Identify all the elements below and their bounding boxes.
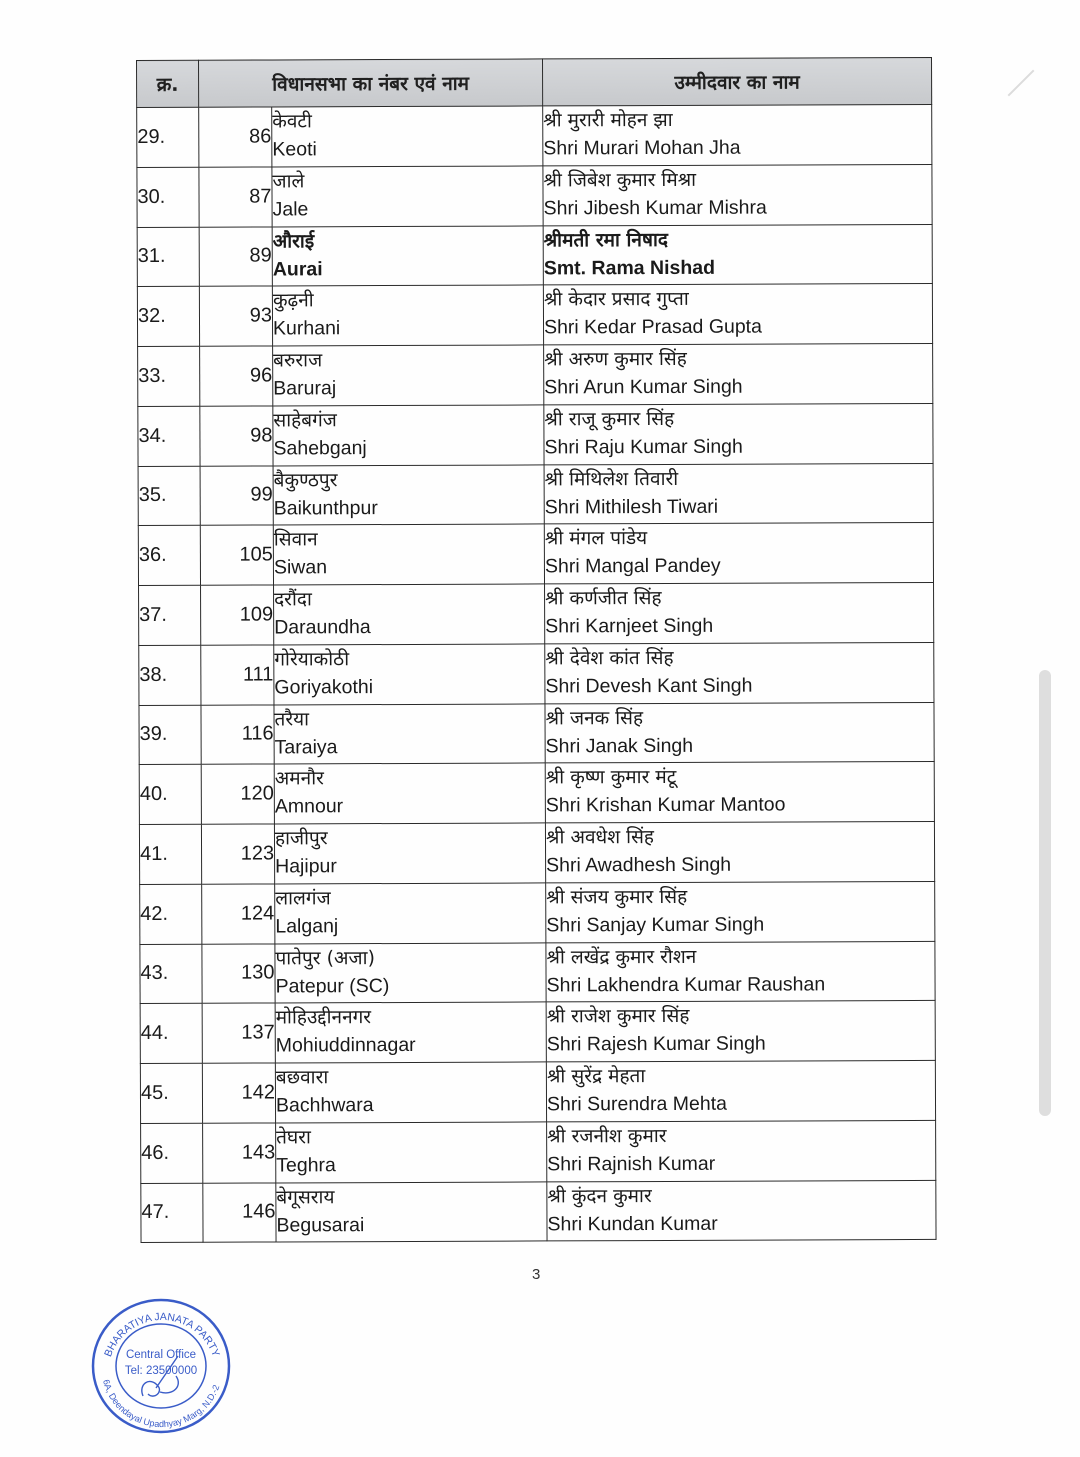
candidate-name xyxy=(544,463,933,524)
constituency-number: 93 xyxy=(199,286,272,346)
candidate-name xyxy=(545,702,934,763)
constituency-name-english: Bachhwara xyxy=(275,1094,374,1117)
serial-cell: 45. xyxy=(140,1063,202,1123)
serial-cell: 33. xyxy=(138,346,200,406)
serial-cell: 37. xyxy=(139,585,201,645)
serial-cell: 44. xyxy=(140,1004,202,1064)
candidate-name-hindi: श्री कर्णजीत सिंह xyxy=(545,586,662,610)
constituency-number: 146 xyxy=(203,1182,276,1242)
serial-cell: 42. xyxy=(140,884,202,944)
serial-cell: 32. xyxy=(137,287,199,347)
candidate-name-hindi: श्री जिबेश कुमार मिश्रा xyxy=(543,168,697,192)
constituency-name-english: Mohiuddinnagar xyxy=(275,1034,416,1057)
serial-cell: 31. xyxy=(137,227,199,287)
stamp-center-line2: Tel: 23500000 xyxy=(124,1365,198,1377)
table-row xyxy=(141,1120,936,1183)
candidate-name-english: Smt. Rama Nishad xyxy=(543,256,716,279)
candidate-name xyxy=(544,523,933,584)
table-row xyxy=(137,284,932,347)
serial-cell: 30. xyxy=(137,167,199,227)
constituency-name xyxy=(275,883,546,944)
candidate-name-english: Shri Kedar Prasad Gupta xyxy=(544,315,762,339)
svg-text:6A, Deendayal Upadhyay Marg, N xyxy=(101,1378,221,1429)
constituency-number: 98 xyxy=(200,406,273,466)
constituency-name xyxy=(272,106,543,167)
constituency-name xyxy=(274,823,545,884)
candidate-name-english: Shri Janak Singh xyxy=(545,734,694,757)
constituency-name xyxy=(272,285,543,346)
table-row xyxy=(141,1180,936,1243)
candidate-name-english: Shri Mangal Pandey xyxy=(544,555,721,578)
table-row xyxy=(140,1060,935,1123)
candidate-name-hindi: श्री केदार प्रसाद गुप्ता xyxy=(543,288,689,311)
constituency-number: 89 xyxy=(199,226,272,286)
candidate-name-hindi: श्री अरुण कुमार सिंह xyxy=(544,347,687,371)
serial-cell: 43. xyxy=(140,944,202,1004)
constituency-name-hindi: सिवान xyxy=(273,528,318,551)
constituency-name xyxy=(274,644,545,705)
table-row xyxy=(139,821,934,884)
candidate-name-english: Shri Arun Kumar Singh xyxy=(544,375,743,399)
constituency-number: 109 xyxy=(201,585,274,645)
table-row xyxy=(137,224,932,287)
candidate-name-english: Shri Sanjay Kumar Singh xyxy=(546,913,765,937)
constituency-name xyxy=(275,1062,546,1123)
candidate-name xyxy=(543,224,932,285)
table-row xyxy=(139,762,934,825)
candidate-name-hindi: श्री सुरेंद्र मेहता xyxy=(546,1065,646,1088)
constituency-name xyxy=(272,225,543,286)
candidate-name-english: Shri Awadhesh Singh xyxy=(546,853,732,877)
candidate-name-hindi: श्री मुरारी मोहन झा xyxy=(543,108,673,132)
candidate-name xyxy=(545,582,934,643)
constituency-number: 87 xyxy=(199,167,272,227)
constituency-name-hindi: बेगूसराय xyxy=(276,1185,335,1208)
table-row xyxy=(137,164,932,227)
page-number: 3 xyxy=(532,1266,541,1283)
candidate-name-english: Shri Lakhendra Kumar Raushan xyxy=(546,972,826,996)
serial-cell: 40. xyxy=(139,765,201,825)
candidate-name-hindi: श्री कृष्ण कुमार मंटू xyxy=(545,766,677,789)
constituency-number: 130 xyxy=(202,943,275,1003)
table-header-row xyxy=(137,57,932,107)
table-row xyxy=(139,642,934,705)
constituency-name-english: Hajipur xyxy=(275,855,337,878)
constituency-name-english: Baruraj xyxy=(273,377,337,400)
constituency-name-hindi: तेघरा xyxy=(276,1126,311,1149)
constituency-name-english: Keoti xyxy=(272,138,317,161)
constituency-number: 111 xyxy=(201,645,274,705)
table-row xyxy=(138,343,933,406)
candidate-name xyxy=(545,821,934,882)
table-row xyxy=(138,463,933,526)
candidate-name-hindi: श्री कुंदन कुमार xyxy=(547,1184,652,1207)
constituency-name xyxy=(272,166,543,227)
table-row xyxy=(139,582,934,645)
candidate-name xyxy=(546,1001,935,1062)
party-stamp xyxy=(88,1296,234,1436)
candidate-name-hindi: श्री अवधेश सिंह xyxy=(545,826,655,849)
serial-cell: 35. xyxy=(138,466,200,526)
candidate-name xyxy=(546,941,935,1002)
candidate-name xyxy=(546,1060,935,1121)
constituency-name-english: Siwan xyxy=(273,556,328,579)
constituency-number: 123 xyxy=(201,824,274,884)
constituency-number: 143 xyxy=(203,1123,276,1183)
constituency-name xyxy=(273,524,544,585)
candidate-name-english: Shri Krishan Kumar Mantoo xyxy=(545,793,786,817)
constituency-name xyxy=(275,942,546,1003)
candidate-name-hindi: श्रीमती रमा निषाद xyxy=(543,228,668,251)
constituency-name-hindi: बरुराज xyxy=(273,349,323,372)
table-row xyxy=(140,881,935,944)
table-row xyxy=(137,104,932,167)
constituency-number: 96 xyxy=(200,346,273,406)
constituency-name-hindi: बैकुण्ठपुर xyxy=(273,468,338,491)
scan-artifact xyxy=(1008,70,1035,97)
constituency-name-hindi: गोरेयाकोठी xyxy=(274,647,350,671)
candidate-name-english: Shri Devesh Kant Singh xyxy=(545,674,753,698)
constituency-name xyxy=(274,763,545,824)
candidate-name xyxy=(547,1120,936,1181)
table-row xyxy=(140,941,935,1004)
serial-cell: 39. xyxy=(139,705,201,765)
constituency-name-english: Begusarai xyxy=(276,1213,365,1236)
header-serial: क्र. xyxy=(137,60,199,107)
constituency-name-english: Teghra xyxy=(276,1153,336,1177)
constituency-name-english: Aurai xyxy=(272,257,323,280)
candidate-name-english: Shri Karnjeet Singh xyxy=(545,614,714,638)
candidate-name-english: Shri Kundan Kumar xyxy=(547,1212,718,1235)
table-row xyxy=(138,403,933,466)
constituency-name-hindi: बछवारा xyxy=(275,1066,329,1089)
constituency-name xyxy=(274,703,545,764)
serial-cell: 34. xyxy=(138,406,200,466)
constituency-name xyxy=(275,1002,546,1063)
constituency-name-hindi: कुढ़नी xyxy=(272,289,314,312)
constituency-name-hindi: औराई xyxy=(272,229,315,252)
candidate-name-hindi: श्री मिथिलेश तिवारी xyxy=(544,467,679,490)
header-constituency: विधानसभा का नंबर एवं नाम xyxy=(199,59,543,107)
constituency-name-hindi: दरौंदा xyxy=(274,588,312,611)
constituency-name xyxy=(274,584,545,645)
constituency-name-english: Goriyakothi xyxy=(274,675,374,699)
candidate-name-english: Shri Rajnish Kumar xyxy=(547,1152,716,1176)
serial-cell: 47. xyxy=(141,1183,203,1243)
constituency-number: 99 xyxy=(200,465,273,525)
constituency-name-hindi: पातेपुर (अजा) xyxy=(275,946,376,969)
constituency-name-hindi: अमनौर xyxy=(274,767,324,790)
vertical-scrollbar[interactable] xyxy=(1039,670,1051,1116)
candidate-name-hindi: श्री रजनीश कुमार xyxy=(547,1124,667,1148)
constituency-number: 142 xyxy=(202,1063,275,1123)
candidate-name-english: Shri Rajesh Kumar Singh xyxy=(546,1032,766,1056)
candidate-table xyxy=(136,57,937,1243)
candidate-name-hindi: श्री देवेश कांत सिंह xyxy=(545,646,674,670)
candidate-name xyxy=(547,1180,936,1241)
constituency-name-hindi: मोहिउद्दीननगर xyxy=(275,1006,372,1029)
serial-cell: 29. xyxy=(137,107,199,167)
constituency-name xyxy=(273,405,544,466)
stamp-ring-top: BHARATIYA JANATA PARTY xyxy=(102,1310,222,1359)
stamp-ring-bottom: 6A, Deendayal Upadhyay Marg, N.D.-2 xyxy=(101,1378,222,1430)
candidate-name-english: Shri Raju Kumar Singh xyxy=(544,435,743,459)
candidate-name-english: Shri Surendra Mehta xyxy=(546,1092,728,1116)
candidate-name-hindi: श्री राजू कुमार सिंह xyxy=(544,407,675,431)
candidate-name xyxy=(546,881,935,942)
constituency-name-hindi: तरैया xyxy=(274,707,310,730)
candidate-name xyxy=(545,762,934,823)
table-row xyxy=(140,1001,935,1064)
candidate-name xyxy=(543,104,932,165)
constituency-number: 137 xyxy=(202,1003,275,1063)
candidate-name-hindi: श्री जनक सिंह xyxy=(545,706,644,729)
serial-cell: 36. xyxy=(138,526,200,586)
stamp-center-line1: Central Office xyxy=(125,1349,197,1361)
constituency-name-english: Baikunthpur xyxy=(273,496,378,519)
constituency-number: 120 xyxy=(201,764,274,824)
candidate-name xyxy=(544,343,933,404)
candidate-name-hindi: श्री राजेश कुमार सिंह xyxy=(546,1005,690,1028)
constituency-number: 86 xyxy=(199,107,272,167)
constituency-name-english: Amnour xyxy=(274,795,344,818)
candidate-name xyxy=(543,284,932,345)
constituency-name-hindi: लालगंज xyxy=(275,887,331,910)
candidate-name-english: Shri Mithilesh Tiwari xyxy=(544,495,719,518)
constituency-name-english: Kurhani xyxy=(272,317,341,340)
constituency-name-hindi: हाजीपुर xyxy=(274,827,328,850)
serial-cell: 41. xyxy=(139,824,201,884)
table-row xyxy=(139,702,934,765)
constituency-number: 116 xyxy=(201,704,274,764)
constituency-name-english: Lalganj xyxy=(275,914,339,938)
candidate-name-english: Shri Murari Mohan Jha xyxy=(543,136,741,160)
candidate-name xyxy=(543,164,932,225)
constituency-name-hindi: केवटी xyxy=(272,110,312,133)
candidate-name xyxy=(544,403,933,464)
constituency-name-english: Taraiya xyxy=(274,735,338,758)
candidate-name xyxy=(545,642,934,703)
candidate-name-hindi: श्री लखेंद्र कुमार रौशन xyxy=(546,945,697,968)
constituency-name xyxy=(273,464,544,525)
candidate-name-hindi: श्री संजय कुमार सिंह xyxy=(546,885,688,909)
candidate-name-hindi: श्री मंगल पांडेय xyxy=(544,527,648,550)
constituency-name-hindi: साहेबगंज xyxy=(273,408,337,432)
constituency-name xyxy=(276,1122,547,1183)
constituency-name-english: Jale xyxy=(272,198,309,221)
constituency-number: 105 xyxy=(200,525,273,585)
constituency-number: 124 xyxy=(202,884,275,944)
table-row xyxy=(138,523,933,586)
serial-cell: 38. xyxy=(139,645,201,705)
constituency-name xyxy=(273,345,544,406)
constituency-name-english: Patepur (SC) xyxy=(275,974,390,997)
serial-cell: 46. xyxy=(141,1123,203,1183)
candidate-name-english: Shri Jibesh Kumar Mishra xyxy=(543,196,767,220)
constituency-name-hindi: जाले xyxy=(272,170,305,193)
header-candidate: उम्मीदवार का नाम xyxy=(543,57,932,105)
constituency-name-english: Daraundha xyxy=(274,616,371,639)
constituency-name xyxy=(276,1181,547,1242)
constituency-name-english: Sahebganj xyxy=(273,436,367,460)
